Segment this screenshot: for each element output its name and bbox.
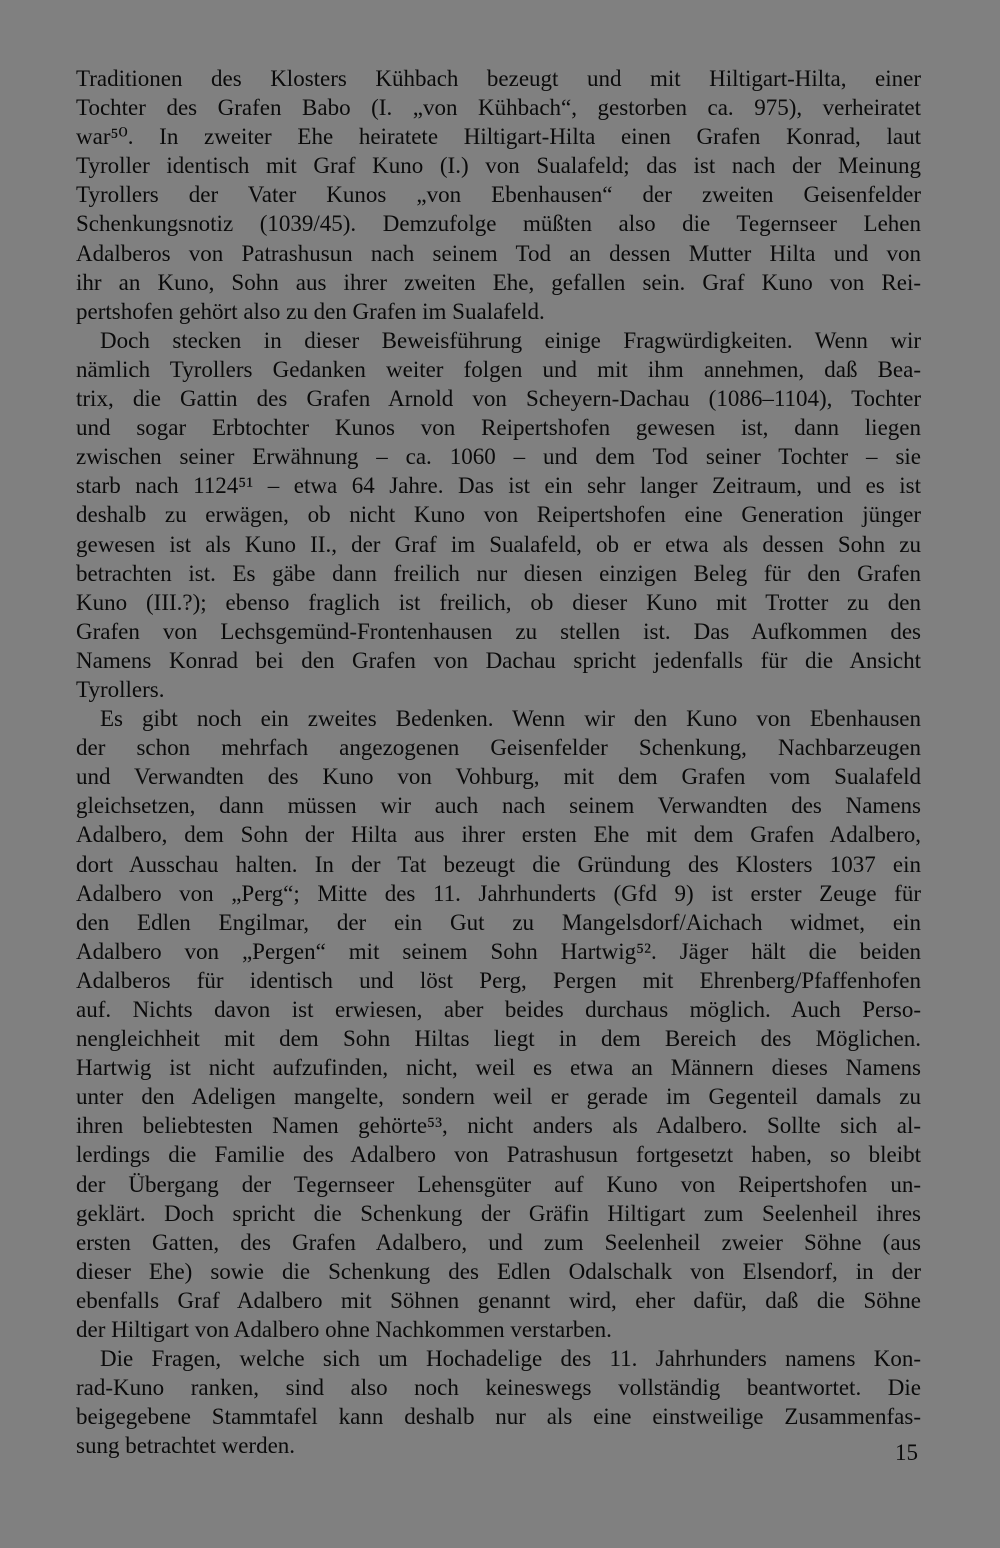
text-line: Die Fragen, welche sich um Hochadelige des 11. Jahrhunders namens Kon- bbox=[100, 1346, 921, 1372]
text-line: zwischen seiner Erwähnung – ca. 1060 – und dem Tod seiner Tochter – sie bbox=[76, 444, 921, 470]
paragraph bbox=[76, 64, 921, 326]
text-line: nämlich Tyrollers Gedanken weiter folgen und mit ihm annehmen, daß Bea- bbox=[76, 356, 921, 382]
text-line: lerdings die Familie des Adalbero von Patrashusun fortgesetzt haben, so bleibt bbox=[76, 1142, 921, 1168]
text-line: ersten Gatten, des Grafen Adalbero, und zum Seelenheil zweier Söhne (aus bbox=[76, 1229, 921, 1255]
text-line: Traditionen des Klosters Kühbach bezeugt und mit Hiltigart-Hilta, einer bbox=[76, 66, 921, 91]
text-line: geklärt. Doch spricht die Schenkung der Gräfin Hiltigart zum Seelenheil ihres bbox=[76, 1200, 921, 1226]
text-line: Adalbero von „Perg“; Mitte des 11. Jahrhunderts (Gfd 9) ist erster Zeuge für bbox=[76, 880, 921, 906]
text-line: nengleichheit mit dem Sohn Hiltas liegt in dem Bereich des Möglichen. bbox=[76, 1026, 921, 1052]
text-line: Namens Konrad bei den Grafen von Dachau spricht jedenfalls für die Ansicht bbox=[76, 647, 921, 673]
text-line: Adalberos von Patrashusun nach seinem Tod an dessen Mutter Hilta und von bbox=[76, 240, 921, 266]
text-line: starb nach 1124⁵¹ – etwa 64 Jahre. Das ist ein sehr langer Zeitraum, und es ist bbox=[76, 473, 921, 499]
text-line: deshalb zu erwägen, ob nicht Kuno von Reipertshofen eine Generation jünger bbox=[76, 502, 921, 528]
text-line: Kuno (III.?); ebenso fraglich ist freilich, ob dieser Kuno mit Trotter zu den bbox=[76, 589, 921, 615]
text-line: der schon mehrfach angezogenen Geisenfelder Schenkung, Nachbarzeugen bbox=[76, 735, 921, 761]
text-line: Tyrollers. bbox=[76, 676, 165, 702]
body-text bbox=[76, 64, 921, 1461]
text-line: der Übergang der Tegernseer Lehensgüter auf Kuno von Reipertshofen un- bbox=[76, 1171, 921, 1197]
text-line: den Edlen Engilmar, der ein Gut zu Mangelsdorf/Aichach widmet, ein bbox=[76, 909, 921, 935]
text-line: Adalbero von „Pergen“ mit seinem Sohn Hartwig⁵². Jäger hält die beiden bbox=[76, 938, 921, 964]
text-line: Tochter des Grafen Babo (I. „von Kühbach“, gestorben ca. 975), verheiratet bbox=[76, 95, 921, 121]
text-line: war⁵⁰. In zweiter Ehe heiratete Hiltigart-Hilta einen Grafen Konrad, laut bbox=[76, 124, 921, 150]
text-line: ihr an Kuno, Sohn aus ihrer zweiten Ehe, gefallen sein. Graf Kuno von Rei- bbox=[76, 269, 921, 295]
text-line: Tyroller identisch mit Graf Kuno (I.) von Sualafeld; das ist nach der Meinung bbox=[76, 153, 921, 179]
text-line: ihren beliebtesten Namen gehörte⁵³, nicht anders als Adalbero. Sollte sich al- bbox=[76, 1113, 921, 1139]
text-line: und Verwandten des Kuno von Vohburg, mit dem Grafen vom Sualafeld bbox=[76, 764, 921, 790]
text-line: dieser Ehe) sowie die Schenkung des Edlen Odalschalk von Elsendorf, in der bbox=[76, 1258, 921, 1284]
page-number: 15 bbox=[895, 1440, 918, 1465]
paragraph bbox=[76, 326, 921, 704]
text-line: Schenkungsnotiz (1039/45). Demzufolge müßten also die Tegernseer Lehen bbox=[76, 211, 921, 237]
text-line: sung betrachtet werden. bbox=[76, 1433, 296, 1459]
text-line: Es gibt noch ein zweites Bedenken. Wenn wir den Kuno von Ebenhausen bbox=[100, 706, 921, 732]
text-line: und sogar Erbtochter Kunos von Reipertshofen gewesen ist, dann liegen bbox=[76, 415, 921, 441]
text-line: pertshofen gehört also zu den Grafen im Sualafeld. bbox=[76, 298, 545, 324]
text-line: rad-Kuno ranken, sind also noch keineswegs vollständig beantwortet. Die bbox=[76, 1375, 921, 1401]
text-line: beigegebene Stammtafel kann deshalb nur als eine einstweilige Zusammenfas- bbox=[76, 1404, 921, 1430]
text-line: unter den Adeligen mangelte, sondern weil er gerade im Gegenteil damals zu bbox=[76, 1084, 921, 1110]
text-line: Tyrollers der Vater Kunos „von Ebenhausen“ der zweiten Geisenfelder bbox=[76, 182, 921, 208]
text-line: Doch stecken in dieser Beweisführung einige Fragwürdigkeiten. Wenn wir bbox=[100, 327, 921, 353]
text-line: Adalbero, dem Sohn der Hilta aus ihrer ersten Ehe mit dem Grafen Adalbero, bbox=[76, 822, 921, 848]
paragraph bbox=[76, 1344, 921, 1460]
text-line: auf. Nichts davon ist erwiesen, aber beides durchaus möglich. Auch Perso- bbox=[76, 997, 921, 1022]
text-line: Adalberos für identisch und löst Perg, Pergen mit Ehrenberg/Pfaffenhofen bbox=[76, 967, 921, 993]
text-line: gleichsetzen, dann müssen wir auch nach seinem Verwandten des Namens bbox=[76, 793, 921, 819]
text-line: betrachten ist. Es gäbe dann freilich nur diesen einzigen Beleg für den Grafen bbox=[76, 560, 921, 586]
paragraph bbox=[76, 704, 921, 1344]
text-line: Hartwig ist nicht aufzufinden, nicht, weil es etwa an Männern dieses Namens bbox=[76, 1055, 921, 1081]
text-line: der Hiltigart von Adalbero ohne Nachkommen verstarben. bbox=[76, 1317, 612, 1343]
text-line: dort Ausschau halten. In der Tat bezeugt die Gründung des Klosters 1037 ein bbox=[76, 851, 921, 877]
text-line: trix, die Gattin des Grafen Arnold von Scheyern-Dachau (1086–1104), Tochter bbox=[76, 386, 921, 412]
text-line: gewesen ist als Kuno II., der Graf im Sualafeld, ob er etwa als dessen Sohn zu bbox=[76, 531, 921, 557]
text-line: ebenfalls Graf Adalbero mit Söhnen genannt wird, eher dafür, daß die Söhne bbox=[76, 1287, 921, 1313]
text-line: Grafen von Lechsgemünd-Frontenhausen zu stellen ist. Das Aufkommen des bbox=[76, 618, 921, 644]
